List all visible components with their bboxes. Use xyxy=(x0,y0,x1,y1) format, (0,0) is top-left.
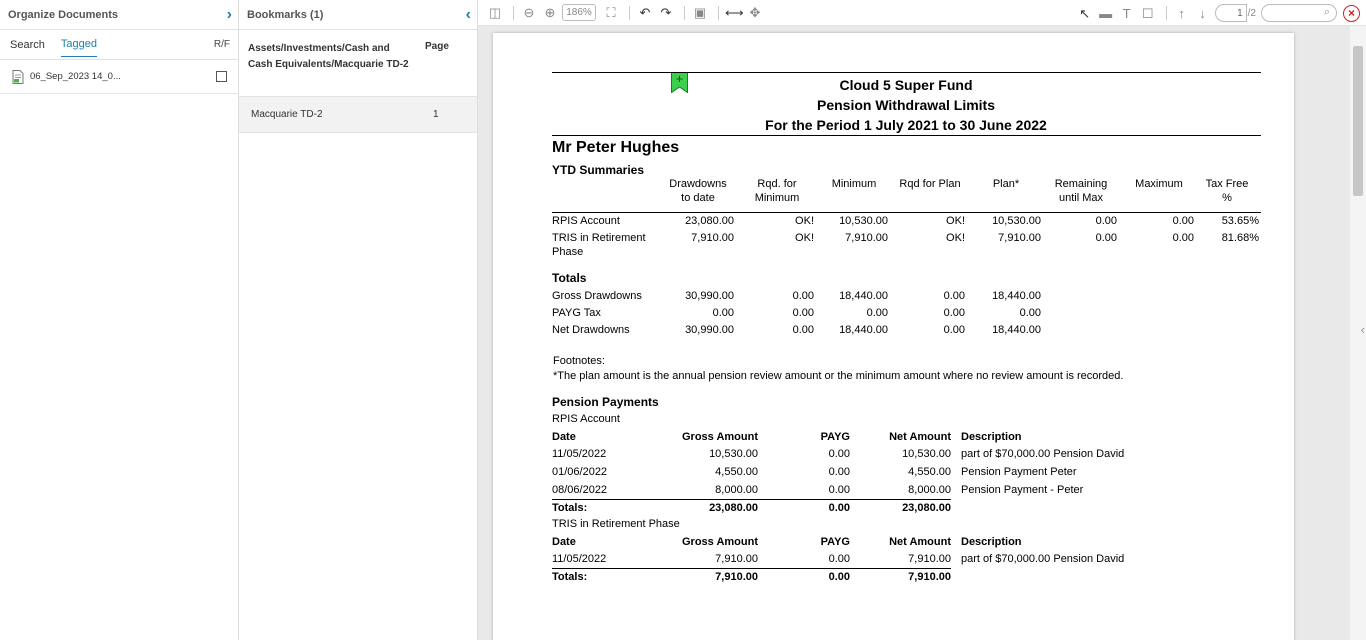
document-name: 06_Sep_2023 14_0... xyxy=(30,71,121,82)
document-rf-checkbox[interactable] xyxy=(216,71,227,82)
bookmark-page-header: Page xyxy=(425,41,449,52)
payment-column-header: Gross Amount xyxy=(682,431,758,443)
ytd-cell: 7,910.00 xyxy=(998,232,1041,244)
bookmark-flag-icon[interactable] xyxy=(671,72,688,93)
next-page-icon[interactable]: ↓ xyxy=(1199,5,1206,21)
rule-line xyxy=(552,568,951,569)
redo-icon[interactable]: ↷ xyxy=(660,5,672,20)
pdf-page xyxy=(493,33,1294,640)
totals-cell: 0.00 xyxy=(712,307,734,319)
bookmark-add-icon[interactable]: ☐ xyxy=(1141,5,1154,21)
bookmark-label: Macquarie TD-2 xyxy=(251,109,323,120)
payment-cell: 10,530.00 xyxy=(709,448,758,460)
search-icon: ⌕ xyxy=(1323,6,1330,18)
payment-cell: 10,530.00 xyxy=(902,448,951,460)
collapse-right-chevron-icon[interactable]: ‹ xyxy=(1360,322,1365,337)
save-icon[interactable]: ▣ xyxy=(693,5,707,20)
prev-page-icon[interactable]: ↑ xyxy=(1178,5,1185,21)
organize-tabs xyxy=(0,30,238,60)
totals-cell: 18,440.00 xyxy=(992,324,1041,336)
zoom-in-icon[interactable]: ⊕ xyxy=(544,5,556,20)
totals-cell: 0.00 xyxy=(943,307,965,319)
organize-documents-panel xyxy=(0,0,239,640)
ytd-cell: OK! xyxy=(795,215,814,227)
toolbar-divider xyxy=(718,6,719,20)
bookmark-page: 1 xyxy=(433,109,439,120)
payment-column-header: Description xyxy=(961,431,1022,443)
payment-cell: 0.00 xyxy=(828,466,850,478)
payments-heading: Pension Payments xyxy=(552,395,659,409)
fit-width-icon[interactable]: ⟷ xyxy=(725,5,744,20)
totals-cell: 0.00 xyxy=(792,307,814,319)
payment-column-header: Net Amount xyxy=(889,536,951,548)
payment-cell: 8,000.00 xyxy=(908,484,951,496)
payment-cell: 7,910.00 xyxy=(715,553,758,565)
page-total: /2 xyxy=(1247,7,1256,19)
totals-cell: 0.00 xyxy=(792,324,814,336)
comment-icon[interactable]: ▬ xyxy=(1099,5,1113,21)
close-icon[interactable]: × xyxy=(1343,5,1360,22)
payment-cell: 01/06/2022 xyxy=(552,466,608,478)
ytd-cell: 0.00 xyxy=(1095,215,1117,227)
ytd-cell: OK! xyxy=(795,232,814,244)
payment-cell: 8,000.00 xyxy=(715,484,758,496)
rule-line xyxy=(552,135,1261,136)
zoom-level[interactable]: 186% xyxy=(562,4,596,21)
ytd-cell: OK! xyxy=(946,215,965,227)
payment-column-header: Date xyxy=(552,431,576,443)
ytd-column-header: to date xyxy=(681,192,715,204)
toolbar-divider xyxy=(513,6,514,20)
ytd-column-header: Drawdowns xyxy=(669,178,727,190)
undo-icon[interactable]: ↶ xyxy=(639,5,651,20)
payment-total: 7,910.00 xyxy=(715,571,758,583)
payment-column-header: Description xyxy=(961,536,1022,548)
payment-cell: Pension Payment - Peter xyxy=(961,484,1084,496)
ytd-cell: 81.68% xyxy=(1221,232,1259,244)
payment-total-label: Totals: xyxy=(552,571,588,583)
document-icon xyxy=(12,70,24,84)
account-name: RPIS Account xyxy=(552,413,620,425)
scrollbar-thumb[interactable] xyxy=(1353,46,1363,196)
payment-total: 23,080.00 xyxy=(709,502,758,514)
totals-cell: 18,440.00 xyxy=(839,324,888,336)
payment-total-label: Totals: xyxy=(552,502,588,514)
rule-line xyxy=(552,72,1261,73)
ytd-cell: 0.00 xyxy=(1172,215,1194,227)
document-view[interactable] xyxy=(478,26,1350,640)
ytd-row-label: Phase xyxy=(552,246,584,258)
bookmarks-title: Bookmarks (1) xyxy=(247,8,324,21)
organize-header xyxy=(0,0,238,30)
bookmarks-column-header xyxy=(239,30,477,97)
footnotes-label: Footnotes: xyxy=(553,355,605,367)
bookmarks-panel xyxy=(239,0,478,640)
payment-column-header: PAYG xyxy=(820,536,850,548)
payment-total: 7,910.00 xyxy=(908,571,951,583)
ytd-cell: OK! xyxy=(946,232,965,244)
bookmark-path: Assets/Investments/Cash and Cash Equivalents/Macquarie TD-2 xyxy=(248,43,409,70)
pan-icon[interactable]: ✥ xyxy=(749,5,761,20)
totals-cell: 30,990.00 xyxy=(685,290,734,302)
ytd-column-header: Minimum xyxy=(831,178,877,190)
payment-column-header: Gross Amount xyxy=(682,536,758,548)
ytd-cell: 10,530.00 xyxy=(839,215,888,227)
zoom-out-icon[interactable]: ⊖ xyxy=(523,5,535,20)
payment-column-header: Date xyxy=(552,536,576,548)
ytd-column-header: Plan* xyxy=(992,178,1020,190)
totals-row-label: Gross Drawdowns xyxy=(552,290,642,302)
text-icon[interactable]: T xyxy=(1122,5,1131,21)
ytd-cell: 0.00 xyxy=(1172,232,1194,244)
pdf-content xyxy=(493,33,1294,640)
tab-search[interactable]: Search xyxy=(10,38,45,51)
ytd-column-header: Remaining xyxy=(1054,178,1108,190)
totals-cell: 0.00 xyxy=(943,290,965,302)
payment-cell: 7,910.00 xyxy=(908,553,951,565)
ytd-column-header: % xyxy=(1222,192,1232,204)
ytd-column-header: Minimum xyxy=(754,192,800,204)
organize-title: Organize Documents xyxy=(8,8,119,21)
payment-cell: 11/05/2022 xyxy=(552,448,607,460)
rule-line xyxy=(552,212,1261,213)
search-input[interactable] xyxy=(1261,4,1337,22)
chevron-left-icon[interactable]: ‹ xyxy=(465,5,471,23)
ytd-cell: 23,080.00 xyxy=(685,215,734,227)
payment-cell: 4,550.00 xyxy=(908,466,951,478)
ytd-cell: 7,910.00 xyxy=(845,232,888,244)
document-list-item[interactable] xyxy=(0,60,238,94)
rf-column-label: R/F xyxy=(213,39,230,50)
ytd-cell: 53.65% xyxy=(1221,215,1259,227)
payment-cell: 11/05/2022 xyxy=(552,553,607,565)
totals-cell: 0.00 xyxy=(866,307,888,319)
payment-cell: 4,550.00 xyxy=(715,466,758,478)
toolbar-divider xyxy=(1166,6,1167,20)
fit-page-icon[interactable]: ⛶ xyxy=(606,5,616,20)
payment-cell: 08/06/2022 xyxy=(552,484,608,496)
viewer-toolbar xyxy=(478,0,1366,26)
bookmarks-header xyxy=(239,0,477,30)
ytd-row-label: TRIS in Retirement xyxy=(552,232,646,244)
totals-row-label: Net Drawdowns xyxy=(552,324,630,336)
sidebar-toggle-icon[interactable]: ◫ xyxy=(488,5,502,20)
account-name: TRIS in Retirement Phase xyxy=(552,518,680,530)
totals-row-label: PAYG Tax xyxy=(552,307,601,319)
toolbar-divider xyxy=(629,6,630,20)
ytd-column-header: Rqd. for xyxy=(757,178,797,190)
bookmark-item[interactable] xyxy=(239,97,477,133)
payment-cell: Pension Payment Peter xyxy=(961,466,1077,478)
payment-total: 23,080.00 xyxy=(902,502,951,514)
fund-name: Cloud 5 Super Fund xyxy=(839,77,973,93)
payment-cell: part of $70,000.00 Pension David xyxy=(961,448,1125,460)
report-period: For the Period 1 July 2021 to 30 June 2022 xyxy=(765,117,1047,133)
payment-column-header: PAYG xyxy=(820,431,850,443)
totals-cell: 0.00 xyxy=(943,324,965,336)
member-name: Mr Peter Hughes xyxy=(552,139,680,156)
payment-cell: 0.00 xyxy=(828,484,850,496)
report-title: Pension Withdrawal Limits xyxy=(816,97,995,113)
footnote-text: *The plan amount is the annual pension review amount or the minimum amount where no review amount is recorded. xyxy=(553,370,1124,382)
payment-cell: part of $70,000.00 Pension David xyxy=(961,553,1125,565)
ytd-cell: 0.00 xyxy=(1095,232,1117,244)
page-number-input[interactable] xyxy=(1215,4,1247,22)
ytd-cell: 10,530.00 xyxy=(992,215,1041,227)
totals-heading: Totals xyxy=(552,271,587,285)
ytd-row-label: RPIS Account xyxy=(552,215,620,227)
tab-tagged[interactable]: Tagged xyxy=(61,38,97,57)
ytd-column-header: Rqd for Plan xyxy=(899,178,961,190)
rule-line xyxy=(552,499,951,500)
ytd-cell: 7,910.00 xyxy=(691,232,734,244)
totals-cell: 0.00 xyxy=(1019,307,1041,319)
pointer-icon[interactable]: ↖ xyxy=(1079,5,1091,21)
payment-total: 0.00 xyxy=(828,571,850,583)
payment-total: 0.00 xyxy=(828,502,850,514)
ytd-column-header: Tax Free xyxy=(1205,178,1249,190)
payment-column-header: Net Amount xyxy=(889,431,951,443)
toolbar-divider xyxy=(684,6,685,20)
payment-cell: 0.00 xyxy=(828,553,850,565)
toolbar-right xyxy=(1076,0,1360,26)
totals-cell: 18,440.00 xyxy=(992,290,1041,302)
svg-text:+: + xyxy=(675,74,684,85)
pdf-viewer xyxy=(478,0,1366,640)
totals-cell: 30,990.00 xyxy=(685,324,734,336)
chevron-right-icon[interactable]: › xyxy=(226,5,232,23)
ytd-column-header: until Max xyxy=(1058,192,1104,204)
ytd-column-header: Maximum xyxy=(1135,178,1183,190)
totals-cell: 0.00 xyxy=(792,290,814,302)
totals-cell: 18,440.00 xyxy=(839,290,888,302)
payment-cell: 0.00 xyxy=(828,448,850,460)
ytd-heading: YTD Summaries xyxy=(552,163,645,177)
